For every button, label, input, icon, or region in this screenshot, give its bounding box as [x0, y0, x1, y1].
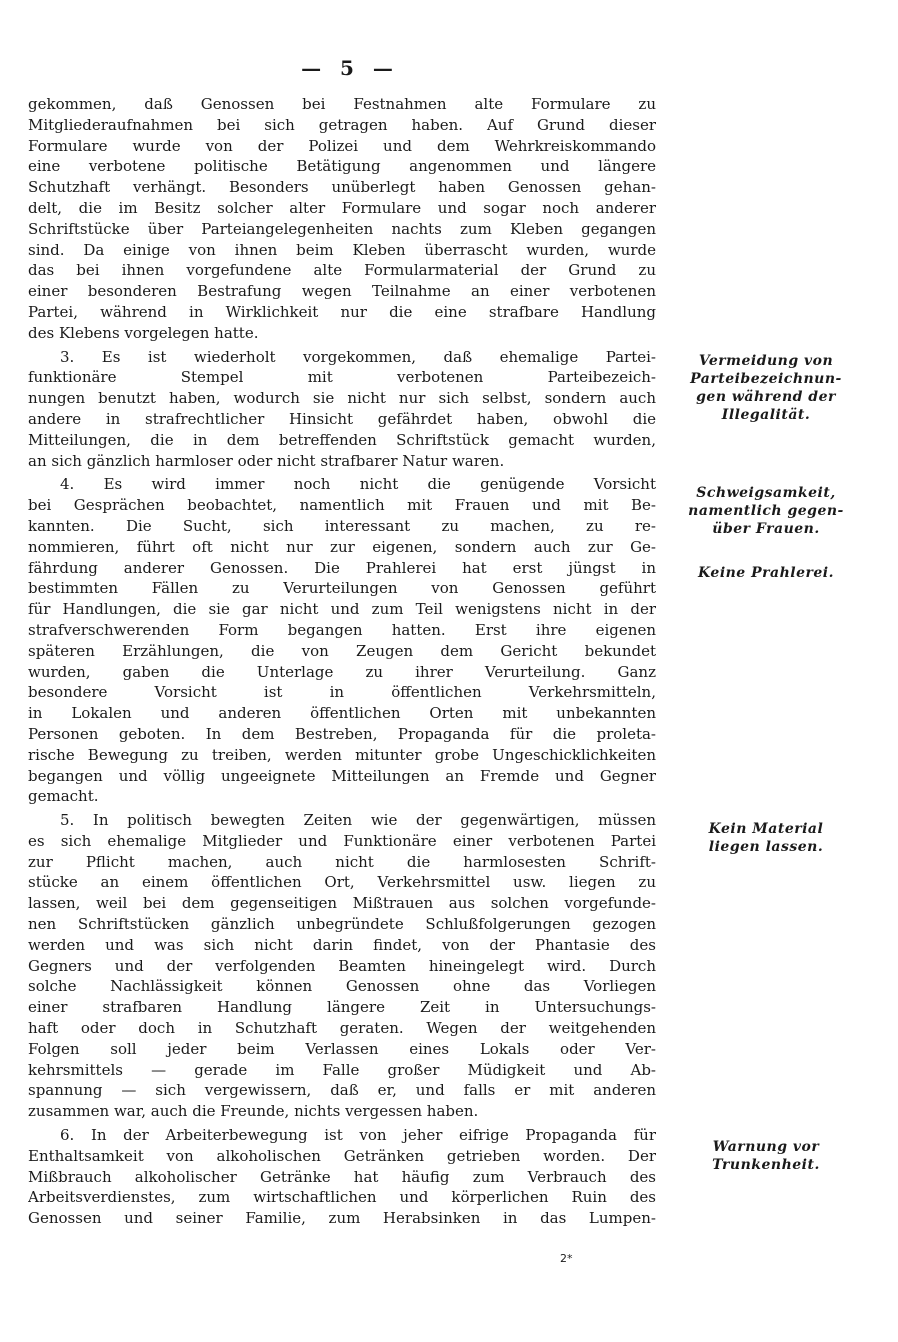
text-line: funktionäre Stempel mit verbotenen Parteibezeich-	[28, 368, 656, 387]
text-line: gekommen, daß Genossen bei Festnahmen alte Formulare zu	[28, 95, 656, 113]
text-line: rische Bewegung zu treiben, werden mitunter grobe Ungeschicklichkeiten	[28, 745, 656, 764]
margin-note-schweigsamkeit	[676, 484, 856, 538]
text-line: delt, die im Besitz solcher alter Formulare und sogar noch anderer	[28, 198, 656, 217]
text-line: bestimmten Fällen zu Verurteilungen von Genossen geführt	[28, 579, 656, 598]
margin-note-material	[676, 820, 856, 856]
text-line: Schriftstücke über Parteiangelegenheiten nachts zum Kleben gegangen	[28, 219, 656, 238]
text-line: nen Schriftstücken gänzlich unbegründete Schlußfolgerungen gezogen	[28, 915, 656, 934]
text-line: eine verbotene politische Betätigung angenommen und längere	[28, 157, 656, 176]
text-line: an sich gänzlich harmloser oder nicht strafbarer Natur waren.	[28, 451, 505, 470]
text-line: Partei, während in Wirklichkeit nur die eine strafbare Handlung	[28, 302, 656, 321]
text-line: lassen, weil bei dem gegenseitigen Mißtrauen aus solchen vorgefunde-	[28, 894, 656, 913]
text-line: einer strafbaren Handlung längere Zeit in Untersuchungs-	[28, 998, 656, 1017]
text-line: zur Pflicht machen, auch nicht die harmlosesten Schrift-	[28, 852, 656, 871]
text-line: Personen geboten. In dem Bestreben, Propaganda für die proleta-	[28, 724, 656, 743]
margin-note-line: namentlich gegen-	[688, 503, 844, 519]
margin-note-line: Schweigsamkeit,	[696, 485, 836, 501]
text-line: es sich ehemalige Mitglieder und Funktionäre einer verbotenen Partei	[28, 831, 656, 850]
text-line: kehrsmittels — gerade im Falle großer Müdigkeit und Ab-	[28, 1060, 656, 1079]
text-line: für Handlungen, die sie gar nicht und zum Teil wenigstens nicht in der	[28, 600, 656, 619]
text-line: solche Nachlässigkeit können Genossen ohne das Vorliegen	[28, 977, 656, 996]
paragraph-4	[28, 474, 656, 807]
margin-note-line: Trunkenheit.	[712, 1157, 820, 1173]
text-line: gemacht.	[28, 787, 99, 806]
text-line: kannten. Die Sucht, sich interessant zu machen, zu re-	[28, 516, 656, 535]
paragraph-5	[28, 810, 656, 1122]
text-line: spannung — sich vergewissern, daß er, und falls er mit anderen	[28, 1081, 656, 1100]
text-line: des Klebens vorgelegen hatte.	[28, 323, 259, 342]
text-line: Folgen soll jeder beim Verlassen eines Lokals oder Ver-	[28, 1039, 656, 1058]
text-line: werden und was sich nicht darin findet, von der Phantasie des	[28, 935, 656, 954]
margin-note-line: Kein Material	[708, 821, 824, 837]
main-text-column	[28, 94, 656, 1229]
text-line: andere in strafrechtlicher Hinsicht gefährdet haben, obwohl die	[28, 409, 656, 428]
text-line: fährdung anderer Genossen. Die Prahlerei hat erst jüngst in	[28, 558, 656, 577]
text-line: sind. Da einige von ihnen beim Kleben überrascht wurden, wurde	[28, 240, 656, 259]
text-line: einer besonderen Bestrafung wegen Teilnahme an einer verbotenen	[28, 282, 656, 301]
text-line: wurden, gaben die Unterlage zu ihrer Verurteilung. Ganz	[28, 662, 656, 681]
text-line: besondere Vorsicht ist in öffentlichen Verkehrsmitteln,	[28, 683, 656, 702]
text-line: Schutzhaft verhängt. Besonders unüberlegt haben Genossen gehan-	[28, 178, 656, 197]
text-line: bei Gesprächen beobachtet, namentlich mit Frauen und mit Be-	[28, 496, 656, 515]
margin-note-line: Keine Prahlerei.	[698, 565, 834, 581]
margin-note-line: über Frauen.	[712, 521, 820, 537]
text-line: das bei ihnen vorgefundene alte Formularmaterial der Grund zu	[28, 261, 656, 280]
text-line: nungen benutzt haben, wodurch sie nicht nur sich selbst, sondern auch	[28, 389, 656, 408]
text-line: Formulare wurde von der Polizei und dem Wehrkreiskommando	[28, 136, 656, 155]
text-line: Arbeitsverdienstes, zum wirtschaftlichen und körperlichen Ruin des	[28, 1188, 656, 1207]
text-line: 4. Es wird immer noch nicht die genügende Vorsicht	[60, 475, 656, 494]
text-line: Mitgliederaufnahmen bei sich getragen haben. Auf Grund dieser	[28, 115, 656, 134]
margin-note-trunkenheit	[676, 1138, 856, 1174]
margin-note-line: Parteibezeichnun-	[690, 371, 842, 387]
text-line: Genossen und seiner Familie, zum Herabsinken in das Lumpen-	[28, 1209, 656, 1228]
text-line: zusammen war, auch die Freunde, nichts vergessen haben.	[28, 1102, 479, 1121]
paragraph-6	[28, 1125, 656, 1229]
text-line: begangen und völlig ungeeignete Mitteilungen an Fremde und Gegner	[28, 766, 656, 785]
margin-note-line: Warnung vor	[712, 1139, 820, 1155]
text-line: in Lokalen und anderen öffentlichen Orten mit unbekannten	[28, 704, 656, 723]
text-line: haft oder doch in Schutzhaft geraten. Wegen der weitgehenden	[28, 1019, 656, 1038]
paragraph-continuation	[28, 94, 656, 344]
text-line: 3. Es ist wiederholt vorgekommen, daß ehemalige Partei-	[60, 347, 656, 366]
margin-note-line: liegen lassen.	[708, 839, 824, 855]
text-line: Gegners und der verfolgenden Beamten hineingelegt wird. Durch	[28, 956, 656, 975]
margin-note-line: Vermeidung von	[698, 353, 834, 369]
paragraph-3	[28, 347, 656, 472]
text-line: strafverschwerenden Form begangen hatten. Erst ihre eigenen	[28, 620, 656, 639]
text-line: Mitteilungen, die in dem betreffenden Schriftstück gemacht wurden,	[28, 430, 656, 449]
margin-note-line: gen während der	[696, 389, 836, 405]
margin-note-parteibezeichnungen	[676, 352, 856, 424]
signature-mark: 2*	[560, 1252, 573, 1265]
text-line: späteren Erzählungen, die von Zeugen dem Gericht bekundet	[28, 641, 656, 660]
text-line: 5. In politisch bewegten Zeiten wie der gegenwärtigen, müssen	[60, 811, 656, 830]
text-line: stücke an einem öffentlichen Ort, Verkehrsmittel usw. liegen zu	[28, 873, 656, 892]
text-line: nommieren, führt oft nicht nur zur eigenen, sondern auch zur Ge-	[28, 537, 656, 556]
margin-note-prahlerei	[676, 564, 856, 582]
text-line: Mißbrauch alkoholischer Getränke hat häufig zum Verbrauch des	[28, 1167, 656, 1186]
page-number: — 5 —	[301, 56, 399, 80]
text-line: Enthaltsamkeit von alkoholischen Getränken getrieben worden. Der	[28, 1146, 656, 1165]
text-line: 6. In der Arbeiterbewegung ist von jeher eifrige Propaganda für	[60, 1126, 656, 1145]
margin-note-line: Illegalität.	[721, 407, 811, 423]
